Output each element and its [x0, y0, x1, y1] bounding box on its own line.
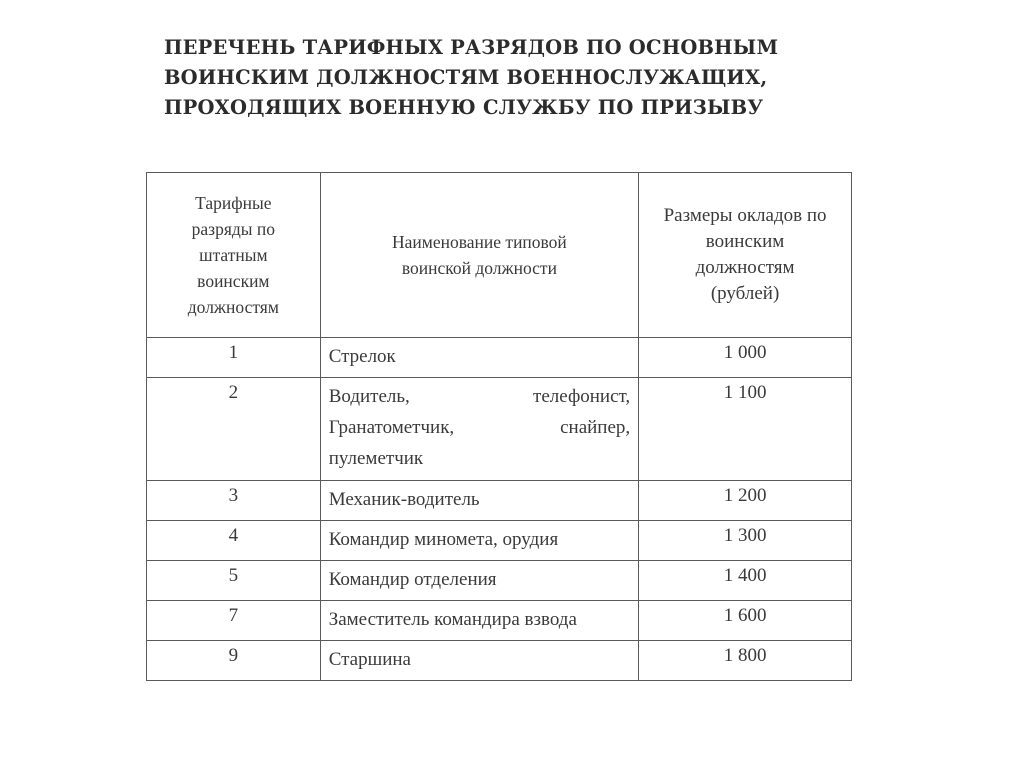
title-line-3: ПРОХОДЯЩИХ ВОЕННУЮ СЛУЖБУ ПО ПРИЗЫВУ	[164, 96, 764, 119]
table-row	[147, 481, 852, 521]
header-salary-line: Размеры окладов по	[663, 205, 827, 226]
table-row	[147, 561, 852, 601]
position-name-cell	[320, 338, 638, 378]
grade-cell: 3	[147, 481, 321, 521]
table-header-row	[147, 173, 852, 338]
position-name: Старшина	[328, 649, 411, 670]
header-name-line: воинской должности	[401, 258, 557, 278]
grade-cell: 5	[147, 561, 321, 601]
position-name: пулеметчик	[328, 448, 424, 469]
position-name: Водитель, телефонист,	[328, 386, 631, 407]
header-grade	[147, 173, 321, 338]
position-name-cell	[320, 561, 638, 601]
grade-cell: 7	[147, 601, 321, 641]
position-name-cell	[320, 521, 638, 561]
position-name: Стрелок	[328, 346, 396, 367]
position-name: Заместитель командира взвода	[328, 609, 577, 630]
salary-cell: 1 400	[639, 561, 852, 601]
header-grade-line: воинским	[197, 271, 270, 291]
position-name: Гранатометчик, снайпер,	[328, 417, 631, 438]
salary-cell: 1 300	[639, 521, 852, 561]
header-salary-line: должностям	[695, 257, 795, 278]
header-salary-line: (рублей)	[710, 283, 780, 304]
salary-cell: 1 800	[639, 641, 852, 681]
position-name: Командир отделения	[328, 569, 497, 590]
table-row	[147, 521, 852, 561]
position-name-cell	[320, 378, 638, 481]
position-name-cell	[320, 481, 638, 521]
header-name	[320, 173, 638, 338]
table-row	[147, 338, 852, 378]
salary-cell: 1 600	[639, 601, 852, 641]
header-salary	[639, 173, 852, 338]
title-line-1: ПЕРЕЧЕНЬ ТАРИФНЫХ РАЗРЯДОВ ПО ОСНОВНЫМ	[164, 36, 779, 59]
header-grade-line: разряды по	[191, 219, 276, 239]
salary-cell: 1 100	[639, 378, 852, 481]
grade-cell: 4	[147, 521, 321, 561]
grade-cell: 2	[147, 378, 321, 481]
header-name-line: Наименование типовой	[392, 232, 567, 252]
table-row	[147, 641, 852, 681]
header-grade-line: должностям	[187, 297, 279, 317]
salary-cell: 1 200	[639, 481, 852, 521]
grade-cell: 1	[147, 338, 321, 378]
header-grade-line: Тарифные	[195, 193, 272, 213]
position-name: Командир миномета, орудия	[328, 529, 559, 550]
page-title	[164, 33, 884, 123]
header-grade-line: штатным	[199, 245, 268, 265]
tariff-table	[146, 172, 852, 681]
salary-cell: 1 000	[639, 338, 852, 378]
position-name-cell	[320, 641, 638, 681]
grade-cell: 9	[147, 641, 321, 681]
header-salary-line: воинским	[705, 231, 785, 252]
table-row	[147, 601, 852, 641]
title-line-2: ВОИНСКИМ ДОЛЖНОСТЯМ ВОЕННОСЛУЖАЩИХ,	[164, 66, 768, 89]
position-name: Механик-водитель	[328, 489, 480, 510]
position-name-cell	[320, 601, 638, 641]
table-row	[147, 378, 852, 481]
